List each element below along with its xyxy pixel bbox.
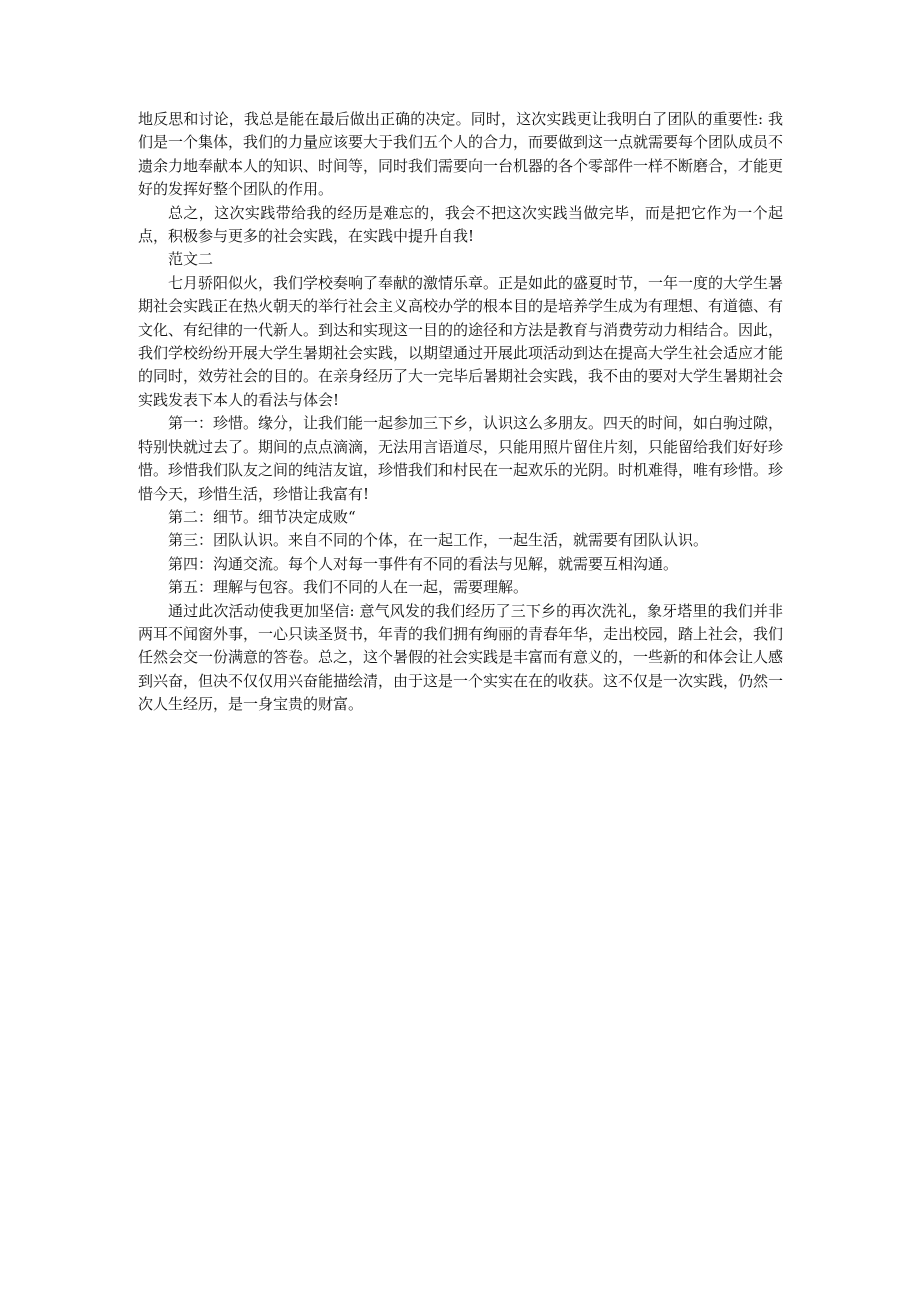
paragraph-point-two-details: 第二：细节。细节决定成败“ [168,507,356,526]
paragraph-july-intro: 七月骄阳似火，我们学校奏响了奉献的激情乐章。正是如此的盛夏时节，一年一度的大学生暑期社会实践正在热火朝天的举行社会主义高校办学的根本目的是培养学生成为有理想、有道德、有文化、有纪律的一代新人。到达和实现这一目的的途径和方法是教育与消费劳动力相结合。因此，我们学校纷纷开展大学生暑期社会实践，以期望通过开展此项活动到达在提高大学生社会适应才能的同时，效劳社会的目的。在亲身经历了大一完毕后暑期社会实践，我不由的要对大学生暑期社会实践发表下本人的看法与体会! [138,273,784,409]
paragraph-team-importance: 地反思和讨论，我总是能在最后做出正确的决定。同时，这次实践更让我明白了团队的重要性: 我们是一个集体，我们的力量应该要大于我们五个人的合力，而要做到这一点就需要每个团队成员不遗余力地奉献本人的知识、时间等，同时我们需要向一台机器的各个零部件一样不断磨合，才能更好的发挥好整个团队的作用。 [138,110,784,199]
section-heading-sample-two: 范文二 [168,250,214,269]
paragraph-final-reflection: 通过此次活动使我更加坚信: 意气风发的我们经历了三下乡的再次洗礼，象牙塔里的我们并非两耳不闻窗外事，一心只读圣贤书，年青的我们拥有绚丽的青春年华，走出校园，踏上社会，我们任然会交一份满意的答卷。总之，这个暑假的社会实践是丰富而有意义的，一些新的和体会让人感到兴奋，但决不仅仅用兴奋能描绘清，由于这是一个实实在在的收获。这不仅是一次实践，仍然一次人生经历，是一身宝贵的财富。 [138,601,784,714]
document-body [138,108,783,717]
paragraph-point-four-communication: 第四：沟通交流。每个人对每一事件有不同的看法与见解，就需要互相沟通。 [168,554,679,573]
paragraph-point-three-team: 第三：团队认识。来自不同的个体，在一起工作，一起生活，就需要有团队认识。 [168,531,709,550]
paragraph-point-one-cherish: 第一：珍惜。缘分，让我们能一起参加三下乡，认识这么多朋友。四天的时间，如白驹过隙，特别快就过去了。期间的点点滴滴，无法用言语道尽，只能用照片留住片刻，只能留给我们好好珍惜。珍惜我们队友之间的纯洁友谊，珍惜我们和村民在一起欢乐的光阴。时机难得，唯有珍惜。珍惜今天，珍惜生活，珍惜让我富有! [138,414,784,503]
paragraph-point-five-understanding: 第五：理解与包容。我们不同的人在一起，需要理解。 [168,578,529,597]
paragraph-conclusion: 总之，这次实践带给我的经历是难忘的，我会不把这次实践当做完毕，而是把它作为一个起点，积极参与更多的社会实践，在实践中提升自我! [138,203,783,246]
